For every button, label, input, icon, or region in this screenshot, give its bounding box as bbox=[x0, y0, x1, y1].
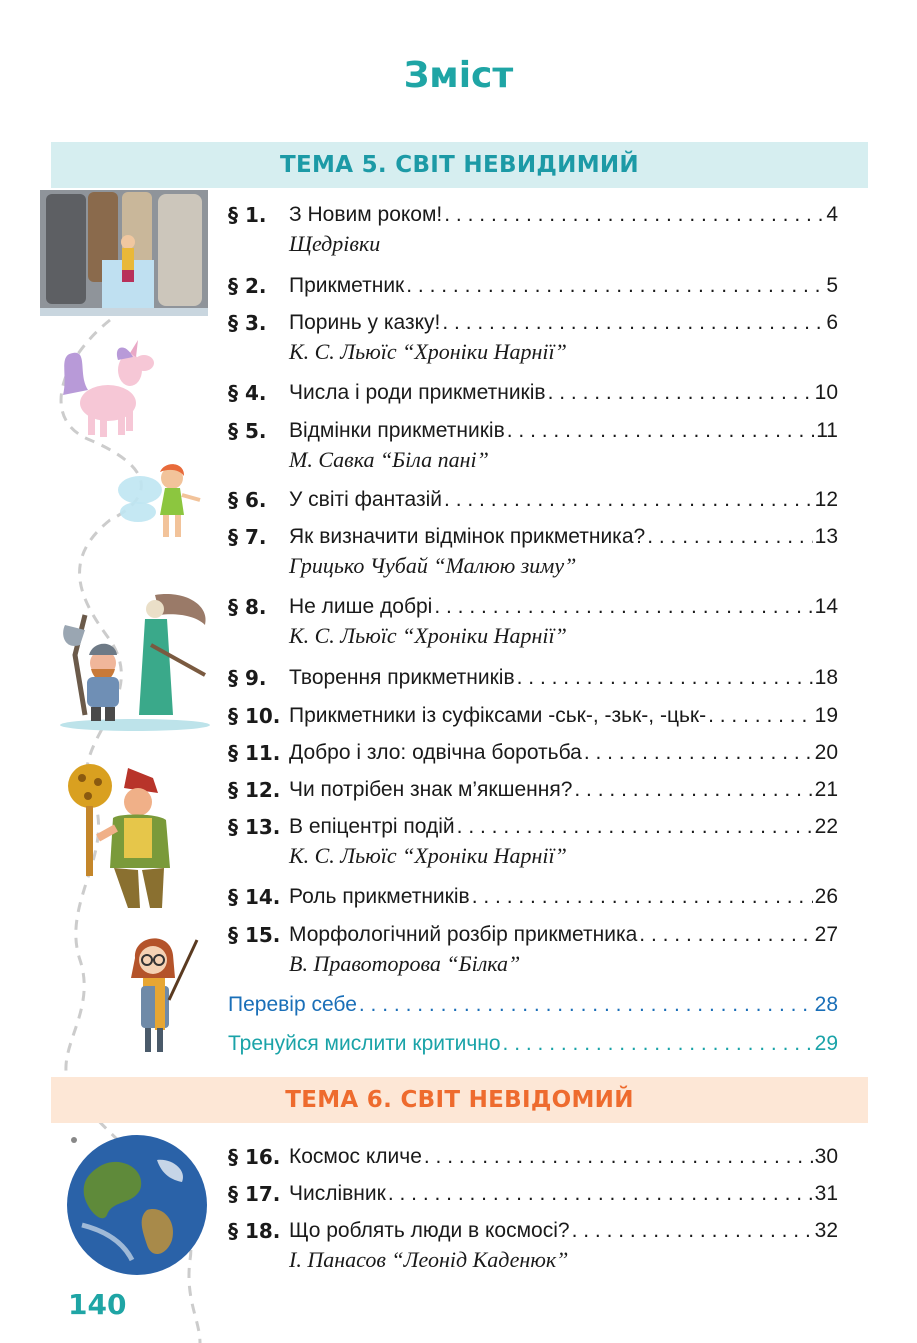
leader-dots bbox=[442, 307, 824, 339]
entry-line bbox=[289, 737, 838, 769]
section-number: § 4. bbox=[228, 381, 267, 405]
section-number: § 10. bbox=[228, 704, 281, 728]
entry-page: 22 bbox=[814, 815, 838, 838]
leader-dots bbox=[574, 774, 812, 806]
leader-dots bbox=[472, 881, 813, 913]
entry-line bbox=[289, 270, 838, 302]
entry-reading: К. С. Льюїс “Хроніки Нарнії” bbox=[289, 339, 567, 364]
entry-title: Добро і зло: одвічна боротьба bbox=[289, 741, 582, 764]
entry-page: 11 bbox=[816, 419, 838, 442]
section-number: § 11. bbox=[228, 741, 281, 765]
section-number: § 8. bbox=[228, 595, 267, 619]
entry-page: 21 bbox=[814, 778, 838, 801]
entry-title: З Новим роком! bbox=[289, 203, 443, 226]
entry-line bbox=[289, 591, 838, 623]
entry-line bbox=[289, 521, 838, 553]
toc-entry[interactable] bbox=[0, 881, 917, 913]
entry-page: 5 bbox=[826, 274, 838, 297]
entry-page: 28 bbox=[814, 993, 838, 1016]
theme-5-heading-text: ТЕМА 5. СВІТ НЕВИДИМИЙ bbox=[280, 152, 639, 178]
page-title: Зміст bbox=[403, 55, 514, 96]
entry-page: 32 bbox=[814, 1219, 838, 1242]
leader-dots bbox=[708, 700, 813, 732]
entry-line bbox=[289, 377, 838, 409]
entry-page: 19 bbox=[814, 704, 838, 727]
entry-reading: І. Панасов “Леонід Каденюк” bbox=[289, 1247, 569, 1272]
toc-entry[interactable] bbox=[0, 774, 917, 806]
leader-dots bbox=[444, 199, 824, 231]
leader-dots bbox=[647, 521, 812, 553]
entry-line bbox=[289, 1141, 838, 1173]
entry-title: Прикметники із суфіксами -ськ-, -зьк-, -цьк- bbox=[289, 704, 707, 727]
toc-entry[interactable] bbox=[0, 919, 917, 951]
entry-line bbox=[289, 774, 838, 806]
leader-dots bbox=[457, 811, 813, 843]
page-number: 140 bbox=[68, 1288, 127, 1321]
toc-entry[interactable] bbox=[0, 199, 917, 231]
entry-page: 6 bbox=[826, 311, 838, 334]
toc-entry[interactable] bbox=[0, 989, 917, 1021]
section-number: § 7. bbox=[228, 525, 267, 549]
entry-line bbox=[289, 484, 838, 516]
toc-entry[interactable] bbox=[0, 1141, 917, 1173]
entry-line bbox=[289, 199, 838, 231]
leader-dots bbox=[359, 989, 813, 1021]
toc-entry[interactable] bbox=[0, 1028, 917, 1060]
entry-reading: М. Савка “Біла пані” bbox=[289, 447, 489, 472]
section-number: § 15. bbox=[228, 923, 281, 947]
theme-6-heading-text: ТЕМА 6. СВІТ НЕВІДОМИЙ bbox=[285, 1087, 634, 1113]
toc-entry[interactable] bbox=[0, 1215, 917, 1247]
entry-page: 29 bbox=[814, 1032, 838, 1055]
entry-title: Числа і роди прикметників bbox=[289, 381, 546, 404]
entry-title: У світі фантазій bbox=[289, 488, 443, 511]
entry-title: Не лише добрі bbox=[289, 595, 433, 618]
leader-dots bbox=[517, 662, 813, 694]
entry-title: Як визначити відмінок прикметника? bbox=[289, 525, 646, 548]
entry-title: Морфологічний розбір прикметника bbox=[289, 923, 638, 946]
entry-title: Поринь у казку! bbox=[289, 311, 441, 334]
entry-title: Чи потрібен знак м’якшення? bbox=[289, 778, 573, 801]
entry-title: Що роблять люди в космосі? bbox=[289, 1219, 570, 1242]
section-number: § 13. bbox=[228, 815, 281, 839]
section-number: § 5. bbox=[228, 419, 267, 443]
entry-title: Перевір себе bbox=[228, 993, 357, 1016]
toc-entry[interactable] bbox=[0, 591, 917, 623]
leader-dots bbox=[507, 415, 814, 447]
section-number: § 14. bbox=[228, 885, 281, 909]
section-number: § 17. bbox=[228, 1182, 281, 1206]
leader-dots bbox=[444, 484, 813, 516]
leader-dots bbox=[584, 737, 813, 769]
entry-line bbox=[289, 1215, 838, 1247]
entry-page: 12 bbox=[814, 488, 838, 511]
toc-entry[interactable] bbox=[0, 270, 917, 302]
entry-title: Космос кличе bbox=[289, 1145, 422, 1168]
theme-6-heading bbox=[51, 1077, 868, 1123]
toc-entry[interactable] bbox=[0, 811, 917, 843]
toc-entry[interactable] bbox=[0, 484, 917, 516]
entry-title: Творення прикметників bbox=[289, 666, 515, 689]
entry-title: Відмінки прикметників bbox=[289, 419, 505, 442]
entry-line bbox=[289, 881, 838, 913]
entry-page: 30 bbox=[814, 1145, 838, 1168]
section-number: § 12. bbox=[228, 778, 281, 802]
leader-dots bbox=[548, 377, 813, 409]
leader-dots bbox=[406, 270, 824, 302]
entry-line bbox=[289, 1178, 838, 1210]
section-number: § 6. bbox=[228, 488, 267, 512]
toc-entry[interactable] bbox=[0, 662, 917, 694]
section-number: § 1. bbox=[228, 203, 267, 227]
leader-dots bbox=[434, 591, 812, 623]
toc-entry[interactable] bbox=[0, 377, 917, 409]
section-number: § 3. bbox=[228, 311, 267, 335]
toc-entry[interactable] bbox=[0, 700, 917, 732]
leader-dots bbox=[639, 919, 812, 951]
section-number: § 9. bbox=[228, 666, 267, 690]
entry-line bbox=[289, 415, 838, 447]
section-number: § 16. bbox=[228, 1145, 281, 1169]
entry-page: 10 bbox=[814, 381, 838, 404]
leader-dots bbox=[424, 1141, 813, 1173]
theme-5-heading bbox=[51, 142, 868, 188]
entry-line bbox=[289, 662, 838, 694]
entry-page: 31 bbox=[814, 1182, 838, 1205]
leader-dots bbox=[388, 1178, 813, 1210]
entry-reading: Грицько Чубай “Малюю зиму” bbox=[289, 553, 577, 578]
entry-reading: К. С. Льюїс “Хроніки Нарнії” bbox=[289, 843, 567, 868]
leader-dots bbox=[572, 1215, 813, 1247]
section-number: § 2. bbox=[228, 274, 267, 298]
entry-line bbox=[228, 989, 838, 1021]
entry-page: 14 bbox=[814, 595, 838, 618]
entry-page: 4 bbox=[826, 203, 838, 226]
entry-title: Тренуйся мислити критично bbox=[228, 1032, 501, 1055]
entry-reading: К. С. Льюїс “Хроніки Нарнії” bbox=[289, 623, 567, 648]
toc-entry[interactable] bbox=[0, 1178, 917, 1210]
entry-line bbox=[228, 1028, 838, 1060]
section-number: § 18. bbox=[228, 1219, 281, 1243]
entry-reading: В. Правоторова “Білка” bbox=[289, 951, 521, 976]
entry-page: 20 bbox=[814, 741, 838, 764]
entry-title: Роль прикметників bbox=[289, 885, 470, 908]
entry-line bbox=[289, 307, 838, 339]
toc-entry[interactable] bbox=[0, 307, 917, 339]
entry-title: Прикметник bbox=[289, 274, 405, 297]
entry-line bbox=[289, 811, 838, 843]
entry-line bbox=[289, 700, 838, 732]
toc-entry[interactable] bbox=[0, 737, 917, 769]
entry-page: 13 bbox=[814, 525, 838, 548]
entry-line bbox=[289, 919, 838, 951]
leader-dots bbox=[503, 1028, 813, 1060]
entry-page: 27 bbox=[814, 923, 838, 946]
entry-reading: Щедрівки bbox=[289, 231, 381, 256]
entry-title: Числівник bbox=[289, 1182, 386, 1205]
entry-page: 18 bbox=[814, 666, 838, 689]
entry-title: В епіцентрі подій bbox=[289, 815, 455, 838]
toc-entry[interactable] bbox=[0, 415, 917, 447]
toc-entry[interactable] bbox=[0, 521, 917, 553]
entry-page: 26 bbox=[814, 885, 838, 908]
